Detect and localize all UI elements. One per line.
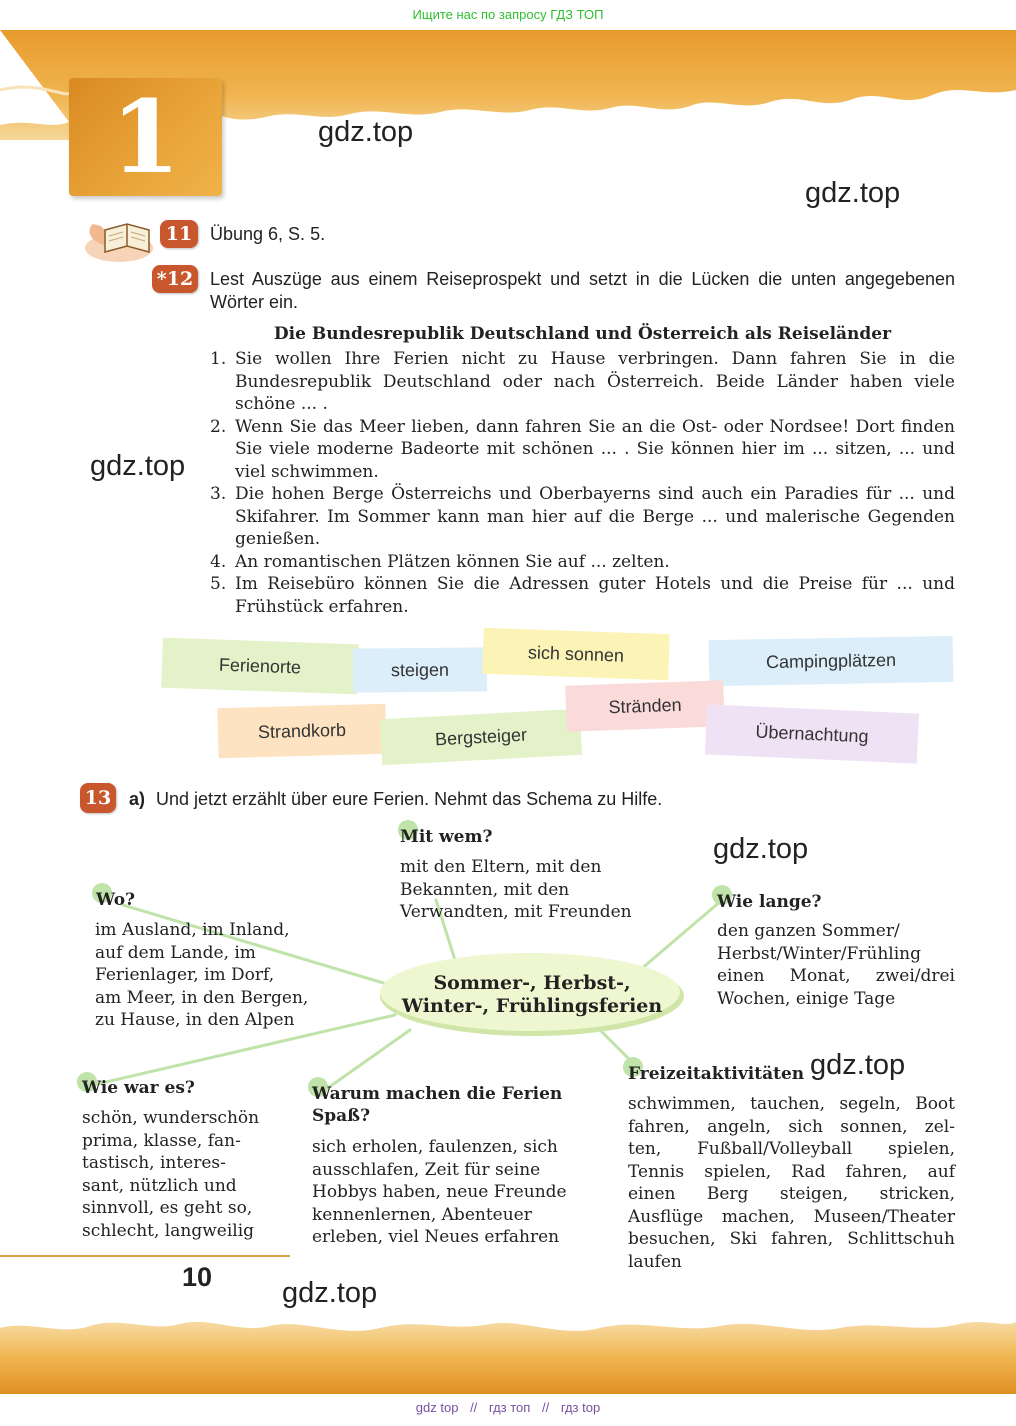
- node-title-warum: Warum machen die Ferien Spaß?: [312, 1084, 563, 1126]
- node-title-mit-wem: Mit wem?: [400, 827, 493, 847]
- article-title: Die Bundesrepublik Deutschland und Österreich als Reiseländer: [273, 324, 892, 344]
- exercise-12-instructions: Lest Auszüge aus einem Reiseprospekt und setzt in die Lücken die unten angegebenen Wörter ein.: [210, 269, 955, 312]
- exercise-13-badge: 13: [80, 783, 116, 813]
- node-text-wie-lange: den ganzen Sommer/ Herbst/Winter/Frühling einen Monat, zwei/drei Wochen, einige Tage: [717, 921, 955, 1009]
- travel-brochure-excerpt: [210, 322, 955, 618]
- article-item: 1. Sie wollen Ihre Ferien nicht zu Hause verbringen. Dann fahren Sie in die Bundesrepublik Deutschland oder nach Österreich. Beide Länder haben viele schöne ... .: [210, 349, 955, 414]
- link-separator: //: [541, 1400, 550, 1415]
- bottom-banner: [0, 1298, 1016, 1394]
- node-text-freizeit: schwimmen, tauchen, segeln, Boot fahren, angeln, sich sonnen, zel- ten, Fußball/Volleyball spielen, Tennis spielen, Rad fahren, auf einen Berg steigen, stricken, Ausflüge machen, Museen/Theater besuchen, Ski fahren, Schlittschuh laufen: [628, 1094, 955, 1272]
- article-item: 2. Wenn Sie das Meer lieben, dann fahren Sie an die Ost- oder Nordsee! Dort finden Sie viele moderne Badeorte mit schönen ... . Sie können hier im ... sitzen, ... und viel schwimmen.: [210, 416, 955, 482]
- exercise-13-instructions: Und jetzt erzählt über eure Ferien. Nehmt das Schema zu Hilfe.: [156, 789, 663, 809]
- top-search-link[interactable]: Ищите нас по запросу ГДЗ ТОП: [412, 7, 604, 22]
- watermark: gdz.top: [282, 1277, 378, 1309]
- bottom-link[interactable]: гдз топ: [488, 1400, 531, 1415]
- node-title-wo: Wo?: [96, 890, 136, 910]
- bottom-links: [0, 1400, 1016, 1415]
- exercise-12-badge: *12: [152, 265, 198, 293]
- word-card: Bergsteiger: [380, 709, 582, 765]
- node-title-freizeit: Freizeitaktivitäten: [628, 1064, 805, 1084]
- bottom-link[interactable]: gdz top: [415, 1400, 459, 1415]
- word-card: Campingplätzen: [709, 636, 954, 686]
- watermark: gdz.top: [713, 833, 809, 865]
- word-card: steigen: [353, 647, 487, 692]
- mindmap-center-label: Sommer-, Herbst-, Winter-, Frühlingsferien: [401, 972, 663, 1017]
- word-card: Ferienorte: [161, 638, 359, 695]
- link-separator: //: [470, 1400, 478, 1415]
- exercise-11-badge: 11: [160, 220, 198, 248]
- node-text-mit-wem: mit den Eltern, mit den Bekannten, mit den Verwandten, mit Freunden: [400, 857, 632, 922]
- book-hand-icon: [83, 210, 165, 265]
- node-text-wo: im Ausland, im Inland, auf dem Lande, im Ferienlager, im Dorf, am Meer, in den Bergen, zu Hause, in den Alpen: [95, 920, 309, 1030]
- page-divider: [0, 1255, 290, 1257]
- chapter-number: 1: [110, 78, 181, 196]
- exercise-11-text: Übung 6, S. 5.: [210, 224, 326, 244]
- page-number: 10: [182, 1262, 213, 1292]
- word-card: Strandkorb: [217, 704, 386, 758]
- watermark: gdz.top: [318, 116, 414, 148]
- node-title-wie-lange: Wie lange?: [717, 892, 822, 912]
- node-title-wie-war-es: Wie war es?: [82, 1078, 195, 1098]
- exercise-13-part-label: a): [129, 789, 146, 809]
- article-item: 3. Die hohen Berge Österreichs und Oberbayerns sind auch ein Paradies für ... und Skifahrer. Im Sommer kann man hier auf die Berge ... und malerische Gegenden genießen.: [210, 484, 955, 549]
- watermark: gdz.top: [805, 177, 901, 209]
- watermark: gdz.top: [810, 1049, 906, 1081]
- article-item: 5. Im Reisebüro können Sie die Adressen guter Hotels und die Preise für ... und Frühstück erfahren.: [210, 574, 955, 617]
- bottom-link[interactable]: гдз top: [560, 1400, 601, 1415]
- word-card: sich sonnen: [482, 628, 669, 680]
- node-text-warum: sich erholen, faulenzen, sich ausschlafen, Zeit für seine Hobbys haben, neue Freunde kennenlernen, Abenteuer erleben, viel Neues erfahren: [312, 1137, 567, 1247]
- word-card: Übernachtung: [705, 704, 919, 763]
- article-item: 4. An romantischen Plätzen können Sie auf ... zelten.: [210, 551, 670, 572]
- node-text-wie-war-es: schön, wunderschön prima, klasse, fan- tastisch, interes- sant, nützlich und sinnvoll, es geht so, schlecht, langweilig: [82, 1108, 260, 1241]
- word-card: Stränden: [565, 680, 725, 731]
- watermark: gdz.top: [90, 450, 186, 482]
